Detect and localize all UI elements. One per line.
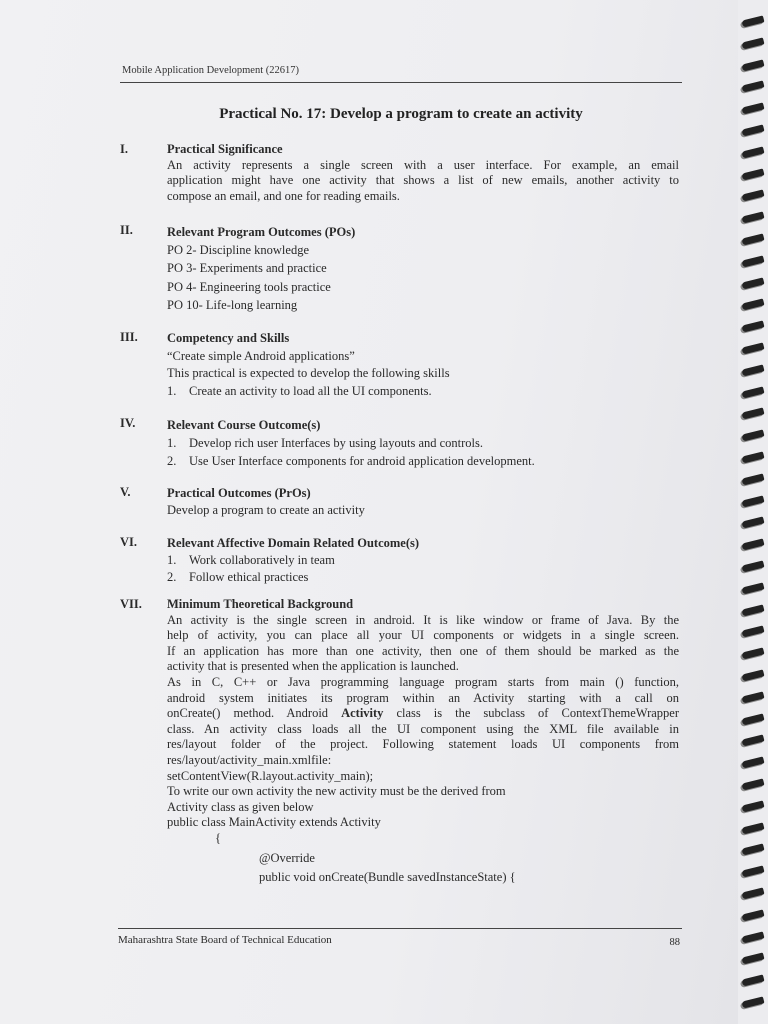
binding-coil: [741, 299, 764, 311]
binding-coil: [741, 451, 764, 463]
binding-coil: [741, 59, 764, 71]
binding-coil: [741, 495, 764, 507]
binding-coil: [741, 364, 764, 376]
code-line: setContentView(R.layout.activity_main);: [167, 768, 374, 783]
binding-coil: [741, 669, 764, 681]
list-item: 2. Follow ethical practices: [167, 570, 309, 584]
code-line: public class MainActivity extends Activity: [167, 815, 381, 830]
binding-coil: [741, 255, 764, 267]
binding-coil: [741, 953, 764, 965]
section-heading: Competency and Skills: [167, 331, 290, 345]
paragraph-line: help of activity, you can place all your UI components or widgets in a single screen.: [167, 628, 679, 643]
binding-coil: [741, 473, 764, 485]
binding-coil: [741, 81, 764, 93]
paragraph-line: As in C, C++ or Java programming language program starts from main () function,: [167, 674, 679, 689]
footer-institution: Maharashtra State Board of Technical Education: [118, 934, 332, 946]
paragraph-line: res/layout/activity_main.xmlfile:: [167, 752, 332, 767]
page-number: 88: [669, 937, 680, 948]
binding-coil: [741, 691, 764, 703]
binding-coil: [741, 648, 764, 660]
binding-coil: [741, 582, 764, 594]
paragraph-line: res/layout folder of the project. Following statement loads UI components from: [167, 737, 679, 752]
binding-coil: [741, 713, 764, 725]
binding-coil: [741, 321, 764, 333]
binding-coil: [741, 37, 764, 49]
binding-coil: [741, 168, 764, 180]
binding-coil: [741, 124, 764, 136]
list-item: 1. Develop rich user Interfaces by using layouts and controls.: [167, 436, 484, 450]
binding-coil: [741, 800, 764, 812]
section-heading: Minimum Theoretical Background: [167, 597, 354, 611]
binding-coil: [741, 887, 764, 899]
code-line: {: [215, 830, 221, 845]
paragraph-line: Activity class as given below: [167, 799, 314, 814]
paragraph-line: This practical is expected to develop the following skills: [167, 366, 450, 380]
binding-coil: [741, 430, 764, 442]
paragraph-line: android system initiates its program within an Activity starting with a call on: [167, 690, 679, 705]
binding-coil: [741, 342, 764, 354]
page-title: Practical No. 17: Develop a program to create an activity: [219, 106, 583, 122]
binding-coil: [741, 539, 764, 551]
paragraph-line: compose an email, and one for reading emails.: [167, 188, 400, 203]
running-header: [120, 64, 682, 83]
binding-coil: [741, 626, 764, 638]
course-title: Mobile Application Development (22617): [122, 65, 300, 76]
spiral-binding: [738, 10, 768, 1020]
section-number: III.: [120, 330, 138, 344]
section-heading: Practical Outcomes (PrOs): [167, 486, 311, 500]
code-line: public void onCreate(Bundle savedInstanceState) {: [259, 870, 516, 885]
section-heading: Relevant Affective Domain Related Outcome(s): [167, 536, 420, 550]
binding-coil: [741, 735, 764, 747]
section-number: II.: [120, 223, 133, 237]
list-item: 1. Create an activity to load all the UI components.: [167, 383, 432, 398]
binding-coil: [741, 975, 764, 987]
binding-coil: [741, 15, 764, 27]
binding-coil: [741, 866, 764, 878]
binding-coil: [741, 604, 764, 616]
paragraph-line: If an application has more than one activity, then one of them should be marked as the: [167, 643, 679, 658]
list-item: 2. Use User Interface components for android application development.: [167, 454, 535, 468]
paragraph-line: Develop a program to create an activity: [167, 503, 365, 517]
binding-coil: [741, 757, 764, 769]
binding-coil: [741, 146, 764, 158]
paragraph-line: class. An activity class loads all the UI component using the XML file available in: [167, 721, 679, 736]
binding-coil: [741, 212, 764, 224]
binding-coil: [741, 386, 764, 398]
outcome-line: PO 4- Engineering tools practice: [167, 279, 331, 294]
paragraph-line: To write our own activity the new activity must be the derived from: [167, 784, 506, 799]
page-footer: [118, 928, 682, 948]
section-number: VII.: [120, 597, 142, 611]
section-number: V.: [120, 485, 131, 499]
code-line: @Override: [259, 850, 315, 865]
binding-coil: [741, 909, 764, 921]
outcome-line: PO 10- Life-long learning: [167, 297, 298, 312]
binding-coil: [741, 277, 764, 289]
binding-coil: [741, 931, 764, 943]
binding-coil: [741, 778, 764, 790]
section-number: I.: [120, 142, 128, 156]
outcome-line: PO 3- Experiments and practice: [167, 261, 327, 276]
section-heading: Relevant Program Outcomes (POs): [167, 225, 356, 239]
section-number: IV.: [120, 416, 136, 430]
binding-coil: [741, 103, 764, 115]
outcome-line: PO 2- Discipline knowledge: [167, 243, 309, 258]
section-heading: Relevant Course Outcome(s): [167, 418, 321, 432]
paragraph-line: activity that is presented when the application is launched.: [167, 659, 459, 674]
binding-coil: [741, 560, 764, 572]
binding-coil: [741, 822, 764, 834]
binding-coil: [741, 233, 764, 245]
binding-coil: [741, 844, 764, 856]
paragraph-line: application might have one activity that shows a list of new emails, another activity to: [167, 173, 679, 187]
paragraph-line: An activity is the single screen in android. It is like window or frame of Java. By the: [167, 612, 679, 627]
section-heading: Practical Significance: [167, 142, 283, 156]
binding-coil: [741, 517, 764, 529]
binding-coil: [741, 996, 764, 1008]
binding-coil: [741, 408, 764, 420]
paragraph-line: onCreate() method. Android Activity class is the subclass of ContextThemeWrapper: [167, 706, 679, 721]
section-number: VI.: [120, 535, 138, 549]
paragraph-line: An activity represents a single screen with a user interface. For example, an email: [167, 157, 679, 172]
binding-coil: [741, 190, 764, 202]
list-item: 1. Work collaboratively in team: [167, 553, 335, 567]
paragraph-line: “Create simple Android applications”: [167, 348, 355, 363]
